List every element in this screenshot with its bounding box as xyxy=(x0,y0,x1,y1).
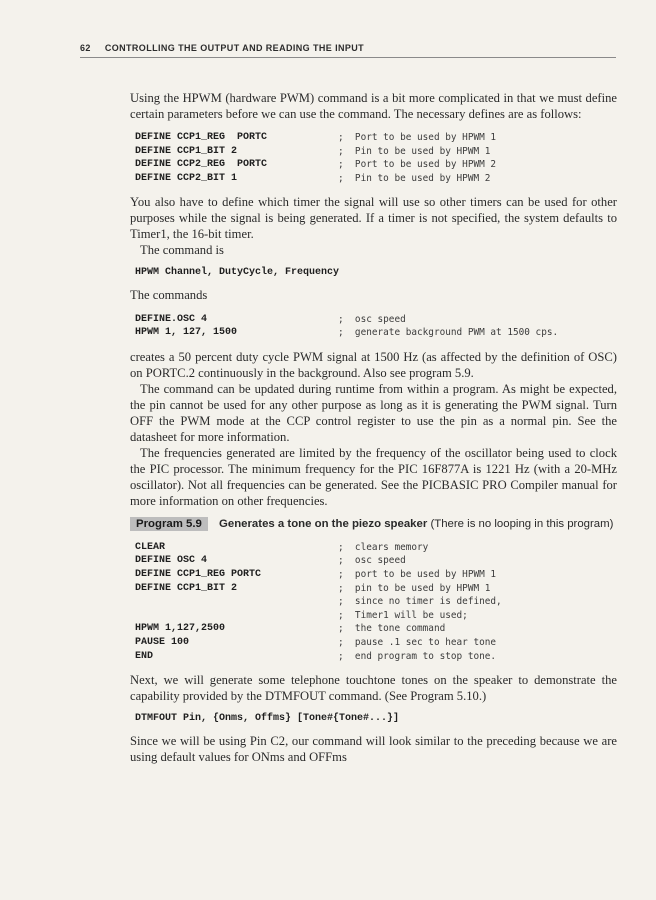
code-line xyxy=(135,622,617,636)
code-line xyxy=(135,145,617,159)
code-comment: ; Pin to be used by HPWM 1 xyxy=(338,145,491,157)
paragraph: The command is xyxy=(140,243,224,258)
code-comment: ; pin to be used by HPWM 1 xyxy=(338,582,491,594)
page-content xyxy=(130,90,617,765)
program-caption xyxy=(130,517,617,532)
code-line xyxy=(135,326,617,340)
code-comment: ; the tone command xyxy=(338,623,446,635)
program-title: Generates a tone on the piezo speaker xyxy=(219,517,428,530)
code-line xyxy=(135,636,617,650)
code-text: DEFINE.OSC 4 xyxy=(135,313,208,325)
code-comment: ; pause .1 sec to hear tone xyxy=(338,637,497,649)
code-line xyxy=(135,595,617,609)
paragraph: Since we will be using Pin C2, our command will look similar to the preceding because we are using default values for ONms and OFFms xyxy=(130,733,617,764)
code-text: DEFINE CCP2_REG PORTC xyxy=(135,159,268,171)
code-line xyxy=(135,581,617,595)
code-text: DEFINE CCP1_REG PORTC xyxy=(135,569,262,581)
paragraph: The command can be updated during runtime from within a program. As might be expected, the pin cannot be used for any other purpose as long as it is generating the PWM signal. Turn OFF the PWM mode at the CCP control register to use the pin as a normal pin. See the datasheet for more information. xyxy=(130,381,617,444)
code-text: DEFINE CCP2_BIT 1 xyxy=(135,173,238,185)
code-comment: ; port to be used by HPWM 1 xyxy=(338,569,497,581)
paragraph: Using the HPWM (hardware PWM) command is a bit more complicated in that we must define certain parameters before we can use the command. The necessary defines are as follows: xyxy=(130,91,617,121)
code-comment: ; since no timer is defined, xyxy=(338,596,502,608)
code-text: DEFINE OSC 4 xyxy=(135,555,208,567)
page-number: 62 xyxy=(80,43,91,53)
program-label: Program 5.9 xyxy=(130,517,208,531)
code-comment: ; osc speed xyxy=(338,555,406,567)
code-text: PAUSE 100 xyxy=(135,637,190,649)
code-comment: ; Port to be used by HPWM 2 xyxy=(338,159,497,171)
code-comment: ; clears memory xyxy=(338,541,429,553)
code-comment: ; Port to be used by HPWM 1 xyxy=(338,132,497,144)
code-line xyxy=(135,312,617,326)
paragraph: Next, we will generate some telephone touchtone tones on the speaker to demonstrate the capability provided by the DTMFOUT command. (See Program 5.10.) xyxy=(130,672,617,703)
code-block-program xyxy=(135,541,617,663)
code-text: HPWM 1, 127, 1500 xyxy=(135,327,238,339)
code-text: HPWM 1,127,2500 xyxy=(135,623,226,635)
code-line xyxy=(135,568,617,582)
code-text: DEFINE CCP1_BIT 2 xyxy=(135,145,238,157)
command-syntax: HPWM Channel, DutyCycle, Frequency xyxy=(135,267,340,279)
paragraph: The commands xyxy=(130,288,208,303)
code-line xyxy=(135,649,617,663)
code-comment: ; osc speed xyxy=(338,313,406,325)
chapter-title: CONTROLLING THE OUTPUT AND READING THE INPUT xyxy=(104,43,365,53)
command-syntax: DTMFOUT Pin, {Onms, Offms} [Tone#{Tone#...}] xyxy=(135,712,400,724)
code-line xyxy=(135,609,617,623)
code-comment: ; generate background PWM at 1500 cps. xyxy=(338,327,559,339)
running-header xyxy=(80,43,616,58)
paragraph: The frequencies generated are limited by the frequency of the oscillator being used to clock the PIC processor. The minimum frequency for the PIC 16F877A is 1221 Hz (with a 20-MHz oscillator). Not all frequencies can be generated. See the PICBASIC PRO Compiler manual for more information on other frequencies. xyxy=(130,445,617,508)
code-block-defines xyxy=(135,131,617,185)
code-text: CLEAR xyxy=(135,541,166,553)
code-comment: ; Pin to be used by HPWM 2 xyxy=(338,173,491,185)
code-block-hpwm xyxy=(135,312,617,339)
code-comment: ; end program to stop tone. xyxy=(338,650,497,662)
code-line xyxy=(135,158,617,172)
code-line xyxy=(135,541,617,555)
code-text: DEFINE CCP1_BIT 2 xyxy=(135,582,238,594)
paragraph: creates a 50 percent duty cycle PWM signal at 1500 Hz (as affected by the definition of OSC) on PORTC.2 continuously in the background. Also see program 5.9. xyxy=(130,349,617,380)
program-note: (There is no looping in this program) xyxy=(430,517,614,530)
code-text: END xyxy=(135,650,154,662)
code-line xyxy=(135,131,617,145)
code-line xyxy=(135,172,617,186)
code-text: DEFINE CCP1_REG PORTC xyxy=(135,132,268,144)
code-comment: ; Timer1 will be used; xyxy=(338,609,468,621)
paragraph: You also have to define which timer the signal will use so other timers can be used for other purposes while the signal is being generated. If a timer is not specified, the system defaults to Timer1, the 16-bit timer. xyxy=(130,195,617,242)
code-line xyxy=(135,554,617,568)
